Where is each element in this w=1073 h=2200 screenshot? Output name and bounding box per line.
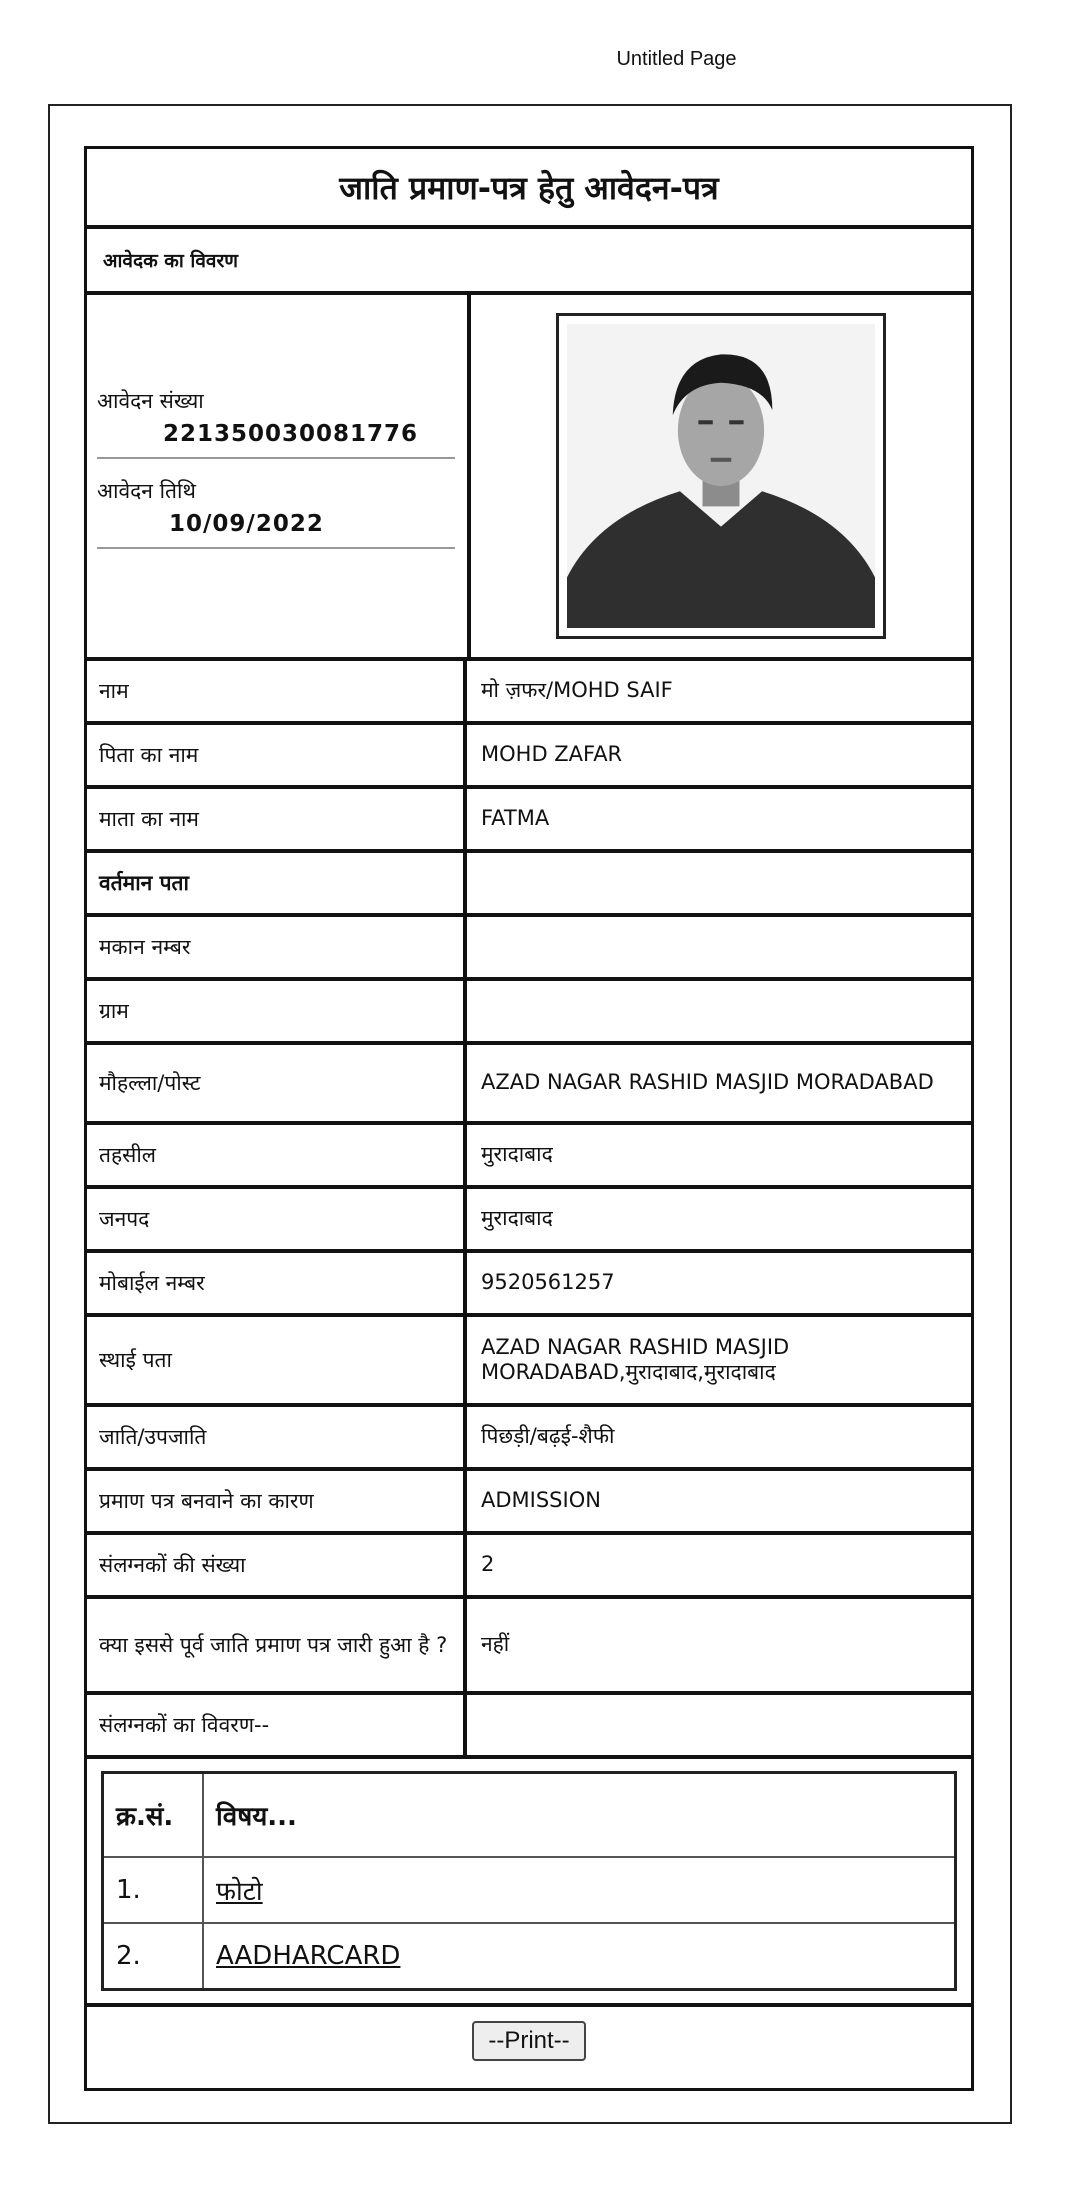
column-header-subject: विषय... <box>203 1773 956 1858</box>
field-row-reason <box>87 1471 971 1535</box>
field-label: संलग्नकों का विवरण-- <box>87 1695 467 1755</box>
application-number-label: आवेदन संख्या <box>97 389 204 413</box>
field-row-name <box>87 661 971 725</box>
table-header-row <box>103 1773 956 1858</box>
field-row-village <box>87 981 971 1045</box>
field-label: मोबाईल नम्बर <box>87 1253 467 1313</box>
table-row <box>103 1923 956 1990</box>
application-form <box>84 146 974 2091</box>
field-label: मकान नम्बर <box>87 917 467 977</box>
section-label: आवेदक का विवरण <box>87 229 971 295</box>
serial-cell: 1. <box>103 1857 204 1923</box>
field-label: क्या इससे पूर्व जाति प्रमाण पत्र जारी हुआ है ? <box>87 1599 467 1691</box>
field-row-district <box>87 1189 971 1253</box>
application-date-value: 10/09/2022 <box>97 509 455 549</box>
field-value: ADMISSION <box>481 1488 601 1513</box>
field-value: AZAD NAGAR RASHID MASJID MORADABAD <box>481 1070 934 1095</box>
print-row <box>87 2007 971 2075</box>
field-label: नाम <box>87 661 467 721</box>
print-button[interactable]: --Print-- <box>472 2021 585 2061</box>
field-value <box>467 981 971 1041</box>
column-header-serial: क्र.सं. <box>103 1773 204 1858</box>
field-label: ग्राम <box>87 981 467 1041</box>
field-value: FATMA <box>481 806 550 831</box>
applicant-portrait-icon <box>567 324 875 628</box>
field-value: MOHD ZAFAR <box>481 742 623 767</box>
field-value <box>467 917 971 977</box>
application-number-value: 221350030081776 <box>97 419 455 459</box>
field-row-permanent-address <box>87 1317 971 1407</box>
field-label: जनपद <box>87 1189 467 1249</box>
subject-cell <box>203 1923 956 1990</box>
field-label: माता का नाम <box>87 789 467 849</box>
field-value: पिछड़ी/बढ़ई-शैफी <box>481 1424 615 1449</box>
field-value <box>467 1695 971 1755</box>
field-label: मौहल्ला/पोस्ट <box>87 1045 467 1121</box>
field-label: स्थाई पता <box>87 1317 467 1403</box>
field-value: नहीं <box>481 1632 510 1657</box>
field-label: संलग्नकों की संख्या <box>87 1535 467 1595</box>
field-row-mother-name <box>87 789 971 853</box>
photo-frame <box>556 313 886 639</box>
application-header-block <box>87 295 971 661</box>
field-row-tehsil <box>87 1125 971 1189</box>
field-value: मुरादाबाद <box>481 1206 553 1231</box>
table-row <box>103 1857 956 1923</box>
field-label: वर्तमान पता <box>87 853 467 913</box>
field-value: 2 <box>481 1552 495 1577</box>
field-row-house-number <box>87 917 971 981</box>
field-label: प्रमाण पत्र बनवाने का कारण <box>87 1471 467 1531</box>
field-value: 9520561257 <box>481 1270 615 1295</box>
field-label: पिता का नाम <box>87 725 467 785</box>
applicant-photo <box>567 324 875 628</box>
serial-cell: 2. <box>103 1923 204 1990</box>
form-title: जाति प्रमाण-पत्र हेतु आवेदन-पत्र <box>87 149 971 229</box>
field-row-locality-post <box>87 1045 971 1125</box>
subject-cell <box>203 1857 956 1923</box>
field-row-father-name <box>87 725 971 789</box>
field-row-caste <box>87 1407 971 1471</box>
attachments-table <box>101 1771 957 1991</box>
photo-cell <box>471 295 971 657</box>
application-date-label: आवेदन तिथि <box>97 479 196 503</box>
field-value: AZAD NAGAR RASHID MASJID MORADABAD,मुरादाबाद,मुरादाबाद <box>481 1334 790 1384</box>
field-value <box>467 853 971 913</box>
attachments-section <box>87 1759 971 2007</box>
field-row-current-address <box>87 853 971 917</box>
field-label: तहसील <box>87 1125 467 1185</box>
field-label: जाति/उपजाति <box>87 1407 467 1467</box>
field-value: मुरादाबाद <box>481 1142 553 1167</box>
application-info <box>87 295 471 657</box>
field-row-previous-certificate <box>87 1599 971 1695</box>
field-row-attachment-details <box>87 1695 971 1759</box>
attachment-link[interactable]: फोटो <box>216 1877 263 1907</box>
field-row-attachment-count <box>87 1535 971 1599</box>
attachment-link[interactable]: AADHARCARD <box>216 1941 401 1971</box>
field-value: मो ज़फर/MOHD SAIF <box>481 678 673 703</box>
field-row-mobile-number <box>87 1253 971 1317</box>
page-title: Untitled Page <box>616 48 737 70</box>
